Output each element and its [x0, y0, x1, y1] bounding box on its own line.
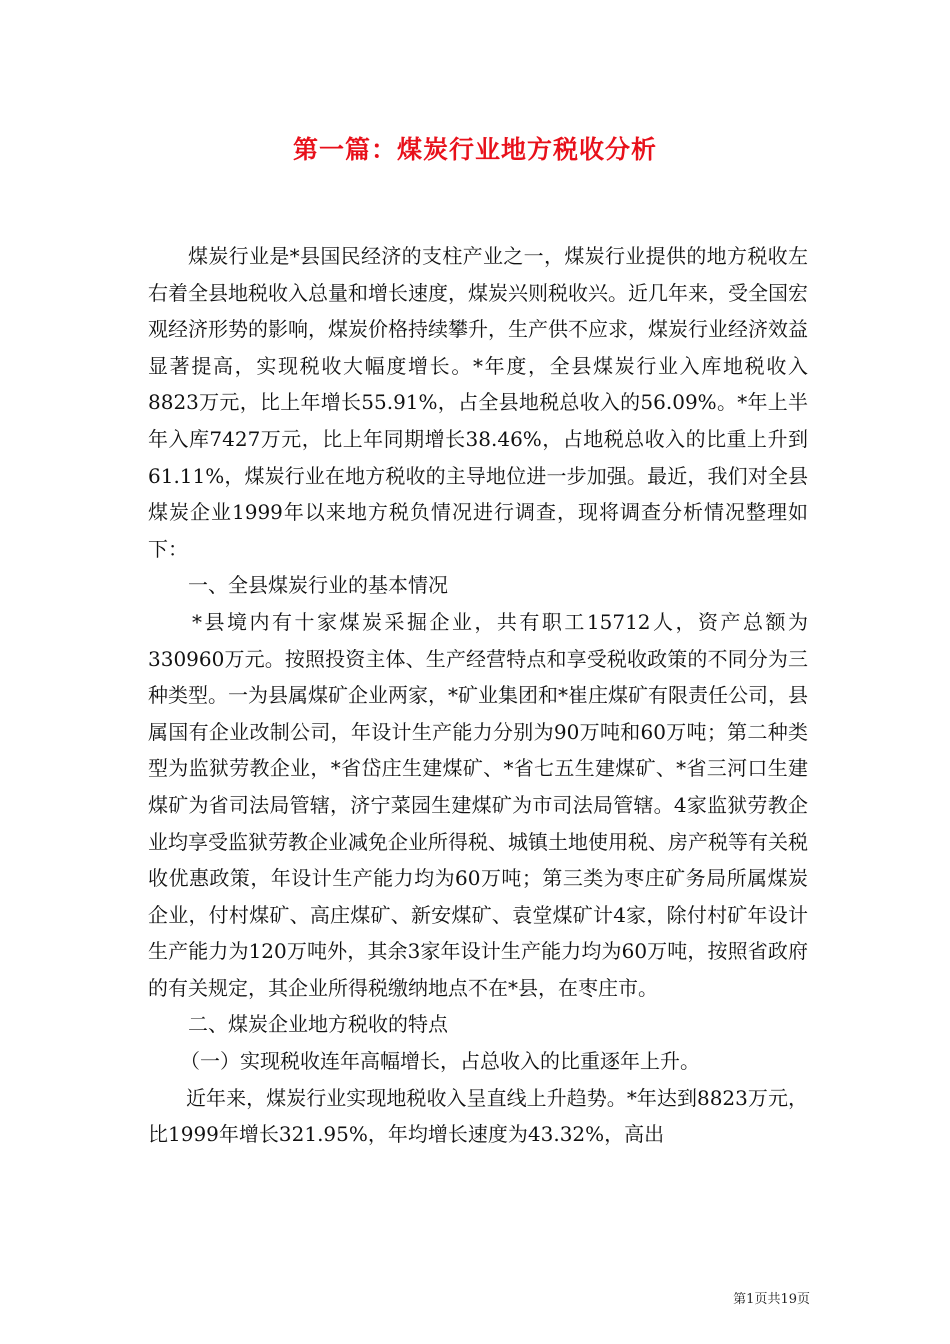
- basic-situation-paragraph: *县境内有十家煤炭采掘企业，共有职工15712人，资产总额为330960万元。按照投资主体、生产经营特点和享受税收政策的不同分为三种类型。一为县属煤矿企业两家，*矿业集团和*崔庄煤矿有限责任公司，县属国有企业改制公司，年设计生产能力分别为90万吨和60万吨；第二种类型为监狱劳教企业，*省岱庄生建煤矿、*省七五生建煤矿、*省三河口生建煤矿为省司法局管辖，济宁菜园生建煤矿为市司法局管辖。4家监狱劳教企业均享受监狱劳教企业减免企业所得税、城镇土地使用税、房产税等有关税收优惠政策，年设计生产能力均为60万吨；第三类为枣庄矿务局所属煤炭企业，付村煤矿、高庄煤矿、新安煤矿、袁堂煤矿计4家，除付村矿年设计生产能力为120万吨外，其余3家年设计生产能力均为60万吨，按照省政府的有关规定，其企业所得税缴纳地点不在*县，在枣庄市。: [148, 609, 808, 1000]
- subsection-heading-1: （一）实现税收连年高幅增长，占总收入的比重逐年上升。: [180, 1049, 700, 1074]
- document-body: [148, 238, 808, 1153]
- section-heading-2: 二、煤炭企业地方税收的特点: [188, 1012, 448, 1037]
- document-title: 第一篇：煤炭行业地方税收分析: [292, 135, 657, 164]
- section-heading-1: 一、全县煤炭行业的基本情况: [188, 573, 448, 598]
- page-number: 第1页共19页: [733, 1292, 810, 1307]
- growth-paragraph: 近年来，煤炭行业实现地税收入呈直线上升趋势。*年达到8823万元，比1999年增长321.95%，年均增长速度为43.32%，高出: [148, 1085, 808, 1147]
- intro-paragraph: 煤炭行业是*县国民经济的支柱产业之一，煤炭行业提供的地方税收左右着全县地税收入总量和增长速度，煤炭兴则税收兴。近几年来，受全国宏观经济形势的影响，煤炭价格持续攀升，生产供不应求，煤炭行业经济效益显著提高，实现税收大幅度增长。*年度，全县煤炭行业入库地税收入8823万元，比上年增长55.91%，占全县地税总收入的56.09%。*年上半年入库7427万元，比上年同期增长38.46%，占地税总收入的比重上升到61.11%，煤炭行业在地方税收的主导地位进一步加强。最近，我们对全县煤炭企业1999年以来地方税负情况进行调查，现将调查分析情况整理如下：: [148, 244, 808, 561]
